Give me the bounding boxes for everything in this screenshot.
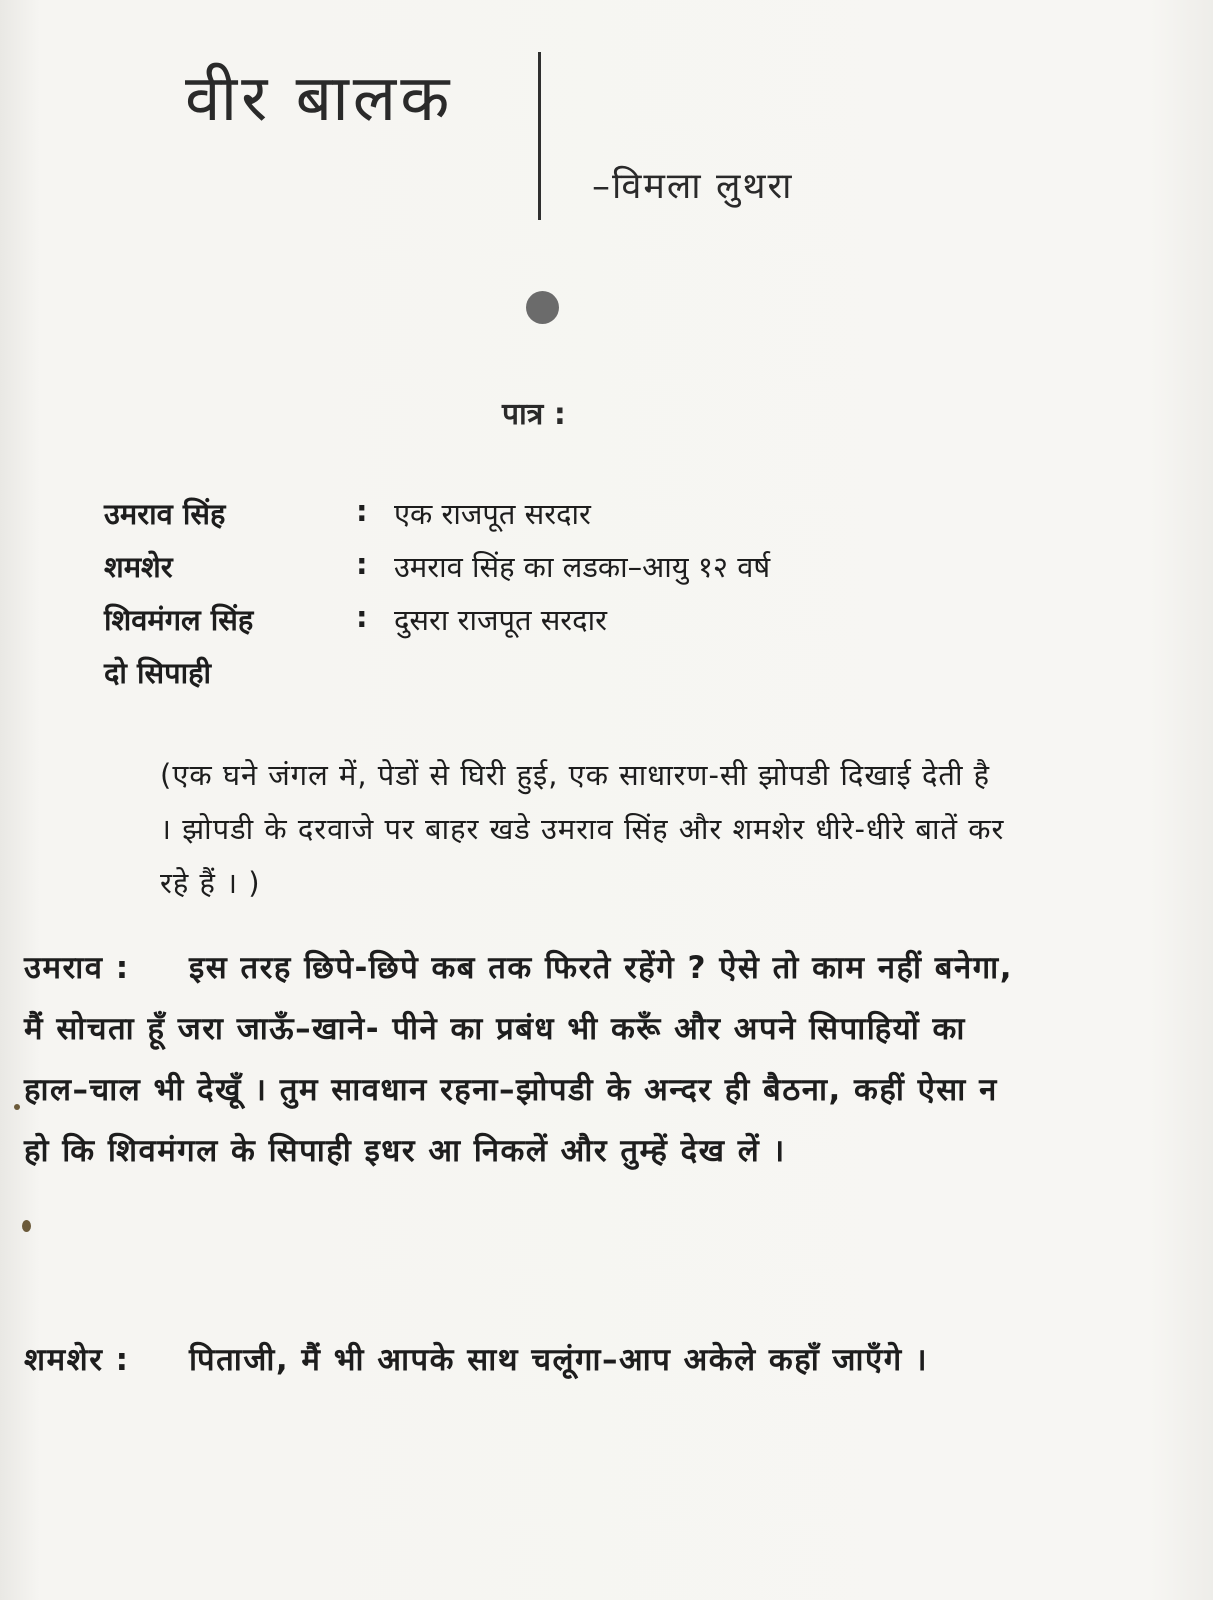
dialogue-line: पिताजी, मैं भी आपके साथ चलूंगा–आप अकेले कहाँ जाएँगे । — [189, 1342, 929, 1378]
dialogue-text — [24, 938, 1014, 1182]
dialogue-block — [24, 1330, 1014, 1391]
character-name: उमराव सिंह — [104, 497, 226, 531]
character-description: दुसरा राजपूत सरदार — [394, 603, 607, 637]
dialogue-text — [24, 1330, 1014, 1391]
speaker-label: उमराव : — [24, 950, 130, 986]
dialogue-block — [24, 938, 1014, 1182]
character-colon: : — [356, 494, 368, 528]
character-name: दो सिपाही — [104, 656, 212, 690]
dialogue-line: इस तरह छिपे-छिपे कब तक फिरते रहेंगे ? ऐसे तो काम नहीं बनेगा, मैं सोचता हूँ जरा जाऊँ–खाने- पीने का प्रबंध भी करूँ और अपने सिपाहियों का हाल–चाल भी देखूँ । तुम सावधान रहना–झोपडी के अन्दर ही बैठना, कहीं ऐसा न हो कि शिवमंगल के सिपाही इधर आ निकलें और तुम्हें देख लें । — [24, 950, 1013, 1169]
paper-speck — [14, 1104, 20, 1110]
speaker-label: शमशेर : — [24, 1342, 130, 1378]
character-description: उमराव सिंह का लडका–आयु १२ वर्ष — [394, 550, 771, 584]
paper-speck — [22, 1220, 31, 1232]
ornament-dot — [526, 291, 559, 324]
character-name: शमशेर — [104, 550, 173, 584]
character-colon: : — [356, 547, 368, 581]
characters-heading: पात्र : — [502, 397, 566, 432]
character-description: एक राजपूत सरदार — [394, 497, 591, 531]
stage-direction: (एक घने जंगल में, पेडों से घिरी हुई, एक साधारण-सी झोपडी दिखाई देती है । झोपडी के दरवाजे पर बाहर खडे उमराव सिंह और शमशेर धीरे-धीरे बातें कर रहे हैं । ) — [160, 758, 1005, 900]
character-name: शिवमंगल सिंह — [104, 603, 254, 637]
author-name: –विमला लुथरा — [592, 166, 794, 207]
play-title: वीर बालक — [185, 62, 454, 136]
character-colon: : — [356, 600, 368, 634]
title-divider — [538, 52, 541, 220]
